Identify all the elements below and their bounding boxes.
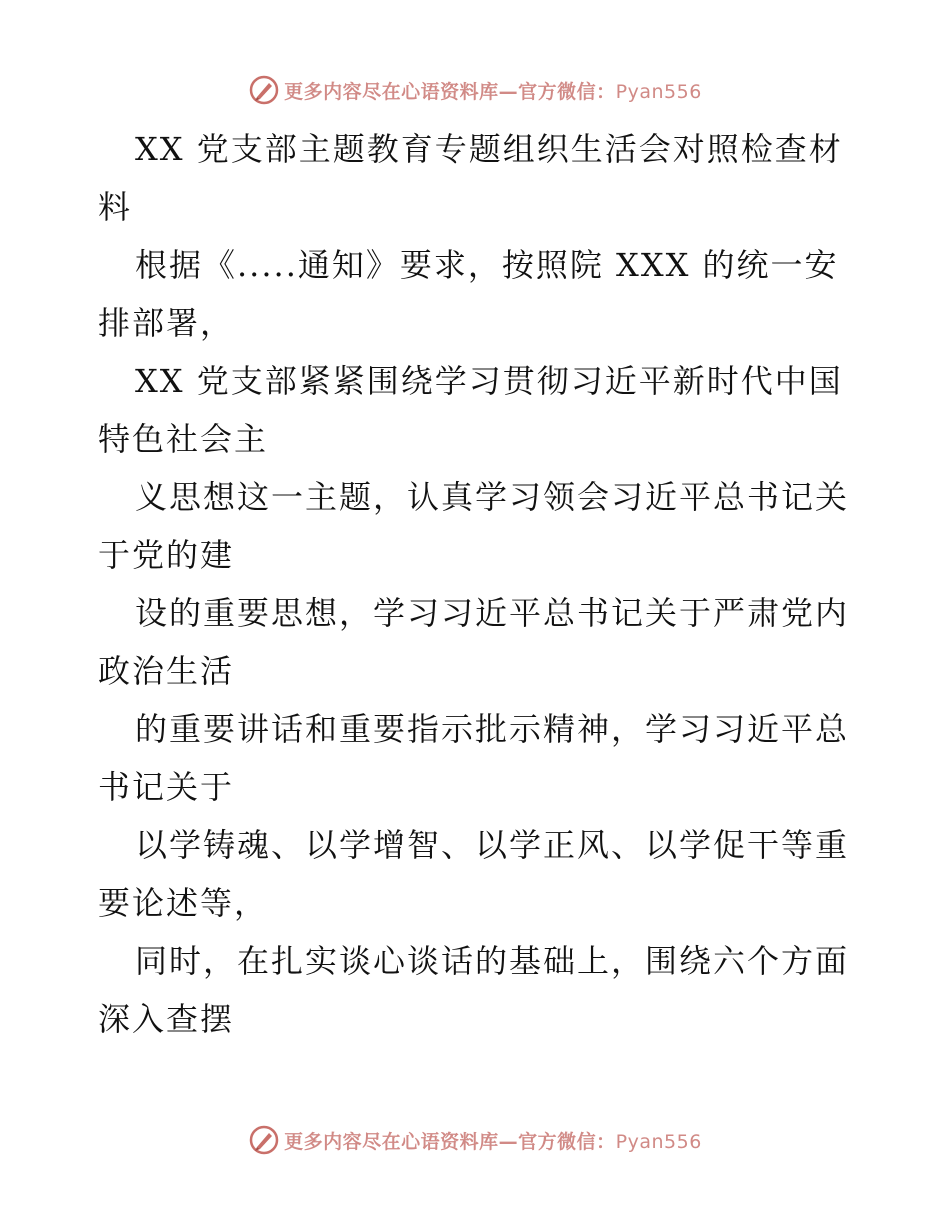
footer-watermark xyxy=(0,1120,950,1160)
paragraph-line: 设的重要思想，学习习近平总书记关于严肃党内政治生活 xyxy=(98,594,850,690)
banner-label: 更多内容尽在心语资料库—官方微信：Pyan556 xyxy=(284,1130,702,1153)
paragraph-line: 的重要讲话和重要指示批示精神，学习习近平总书记关于 xyxy=(98,710,850,806)
header-watermark xyxy=(0,70,950,110)
paragraph-line: 同时，在扎实谈心谈话的基础上，围绕六个方面深入查摆 xyxy=(98,942,850,1038)
pen-logo-icon xyxy=(248,1124,280,1156)
document-body xyxy=(98,120,858,1048)
pen-logo-icon xyxy=(248,74,280,106)
paragraph-line: XX 党支部紧紧围绕学习贯彻习近平新时代中国特色社会主 xyxy=(98,362,843,458)
paragraph-line: 义思想这一主题，认真学习领会习近平总书记关于党的建 xyxy=(98,478,850,574)
paragraph-line: 根据《.....通知》要求，按照院 XXX 的统一安排部署， xyxy=(98,246,839,342)
document-title: XX 党支部主题教育专题组织生活会对照检查材料 xyxy=(98,130,843,226)
banner-label: 更多内容尽在心语资料库—官方微信：Pyan556 xyxy=(284,80,702,103)
paragraph-line: 以学铸魂、以学增智、以学正风、以学促干等重要论述等， xyxy=(98,826,850,922)
